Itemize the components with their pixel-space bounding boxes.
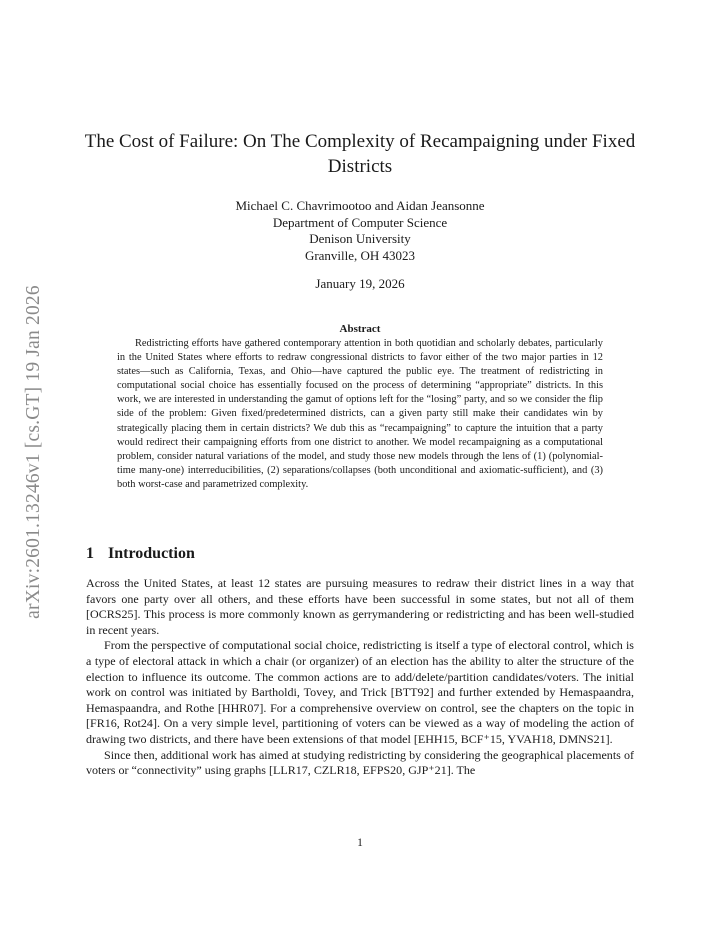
- author-department: Department of Computer Science: [272, 214, 448, 230]
- paragraph: Across the United States, at least 12 states are pursuing measures to redraw their district lines in a way that favors one party over all others, and these efforts have been successful in some states, but not all of them [OCRS25]. This process is more commonly known as gerrymandering or redistricting and has been well-studied in recent years.: [86, 576, 634, 637]
- section-title: Introduction: [108, 545, 195, 562]
- abstract-heading: Abstract: [339, 323, 381, 335]
- paragraph: Since then, additional work has aimed at studying redistricting by considering the geographical placements of voters or “connectivity” using graphs [LLR17, CZLR18, EFPS20, GJP⁺21]. The: [86, 747, 634, 778]
- page-number: 1: [357, 837, 363, 849]
- paper-date: January 19, 2026: [315, 276, 405, 291]
- arxiv-identifier-stamp: arXiv:2601.13246v1 [cs.GT] 19 Jan 2026: [23, 285, 44, 619]
- paper-title: The Cost of Failure: On The Complexity of Recampaigning under Fixed Districts: [84, 131, 636, 177]
- section-heading: [86, 544, 195, 564]
- author-block: [80, 198, 640, 264]
- paragraph: From the perspective of computational social choice, redistricting is itself a type of electoral control, which is a type of electoral attack in which a chair (or organizer) of an election has the ability to alter the structure of the election to influence its outcome. The common actions are to add/delete/partition candidates/voters. The initial work on control was initiated by Bartholdi, Tovey, and Trick [BTT92] and further extended by Hemaspaandra, Hemaspaandra, and Rothe [HHR07]. For a comprehensive overview on control, see the chapters on the topic in [FR16, Rot24]. On a very simple level, partitioning of voters can be viewed as a way of modeling the action of drawing two districts, and there have been extensions of that model [EHH15, BCF⁺15, YVAH18, DMNS21].: [86, 638, 634, 746]
- author-names: Michael C. Chavrimootoo and Aidan Jeansonne: [235, 198, 485, 213]
- section-number: 1: [86, 545, 94, 562]
- body-text: [86, 576, 634, 779]
- author-institution: Denison University: [309, 231, 411, 246]
- abstract-text: Redistricting efforts have gathered contemporary attention in both quotidian and scholarly debates, particularly in the United States where efforts to redraw congressional districts to favor either of the two major parties in 12 states—such as California, Texas, and Ohio—have captured the public eye. The treatment of redistricting in computational social choice has essentially focused on the process of determining “appropriate” districts. In this work, we are interested in understanding the gamut of options left for the “losing” party, and so we consider the flip side of the problem: Given fixed/predetermined districts, can a given party still make their candidates win by strategically placing them in certain districts? We dub this as “recampaigning” to capture the intuition that a party would redirect their campaigning efforts from one district to another. We model recampaigning as a computational problem, consider natural variations of the model, and study those new models through the lens of (1) (polynomial-time many-one) interreducibilities, (2) separations/collapses (both unconditional and axiomatic-sufficient), and (3) both worst-case and parametrized complexity.: [117, 338, 603, 490]
- author-location: Granville, OH 43023: [304, 247, 416, 263]
